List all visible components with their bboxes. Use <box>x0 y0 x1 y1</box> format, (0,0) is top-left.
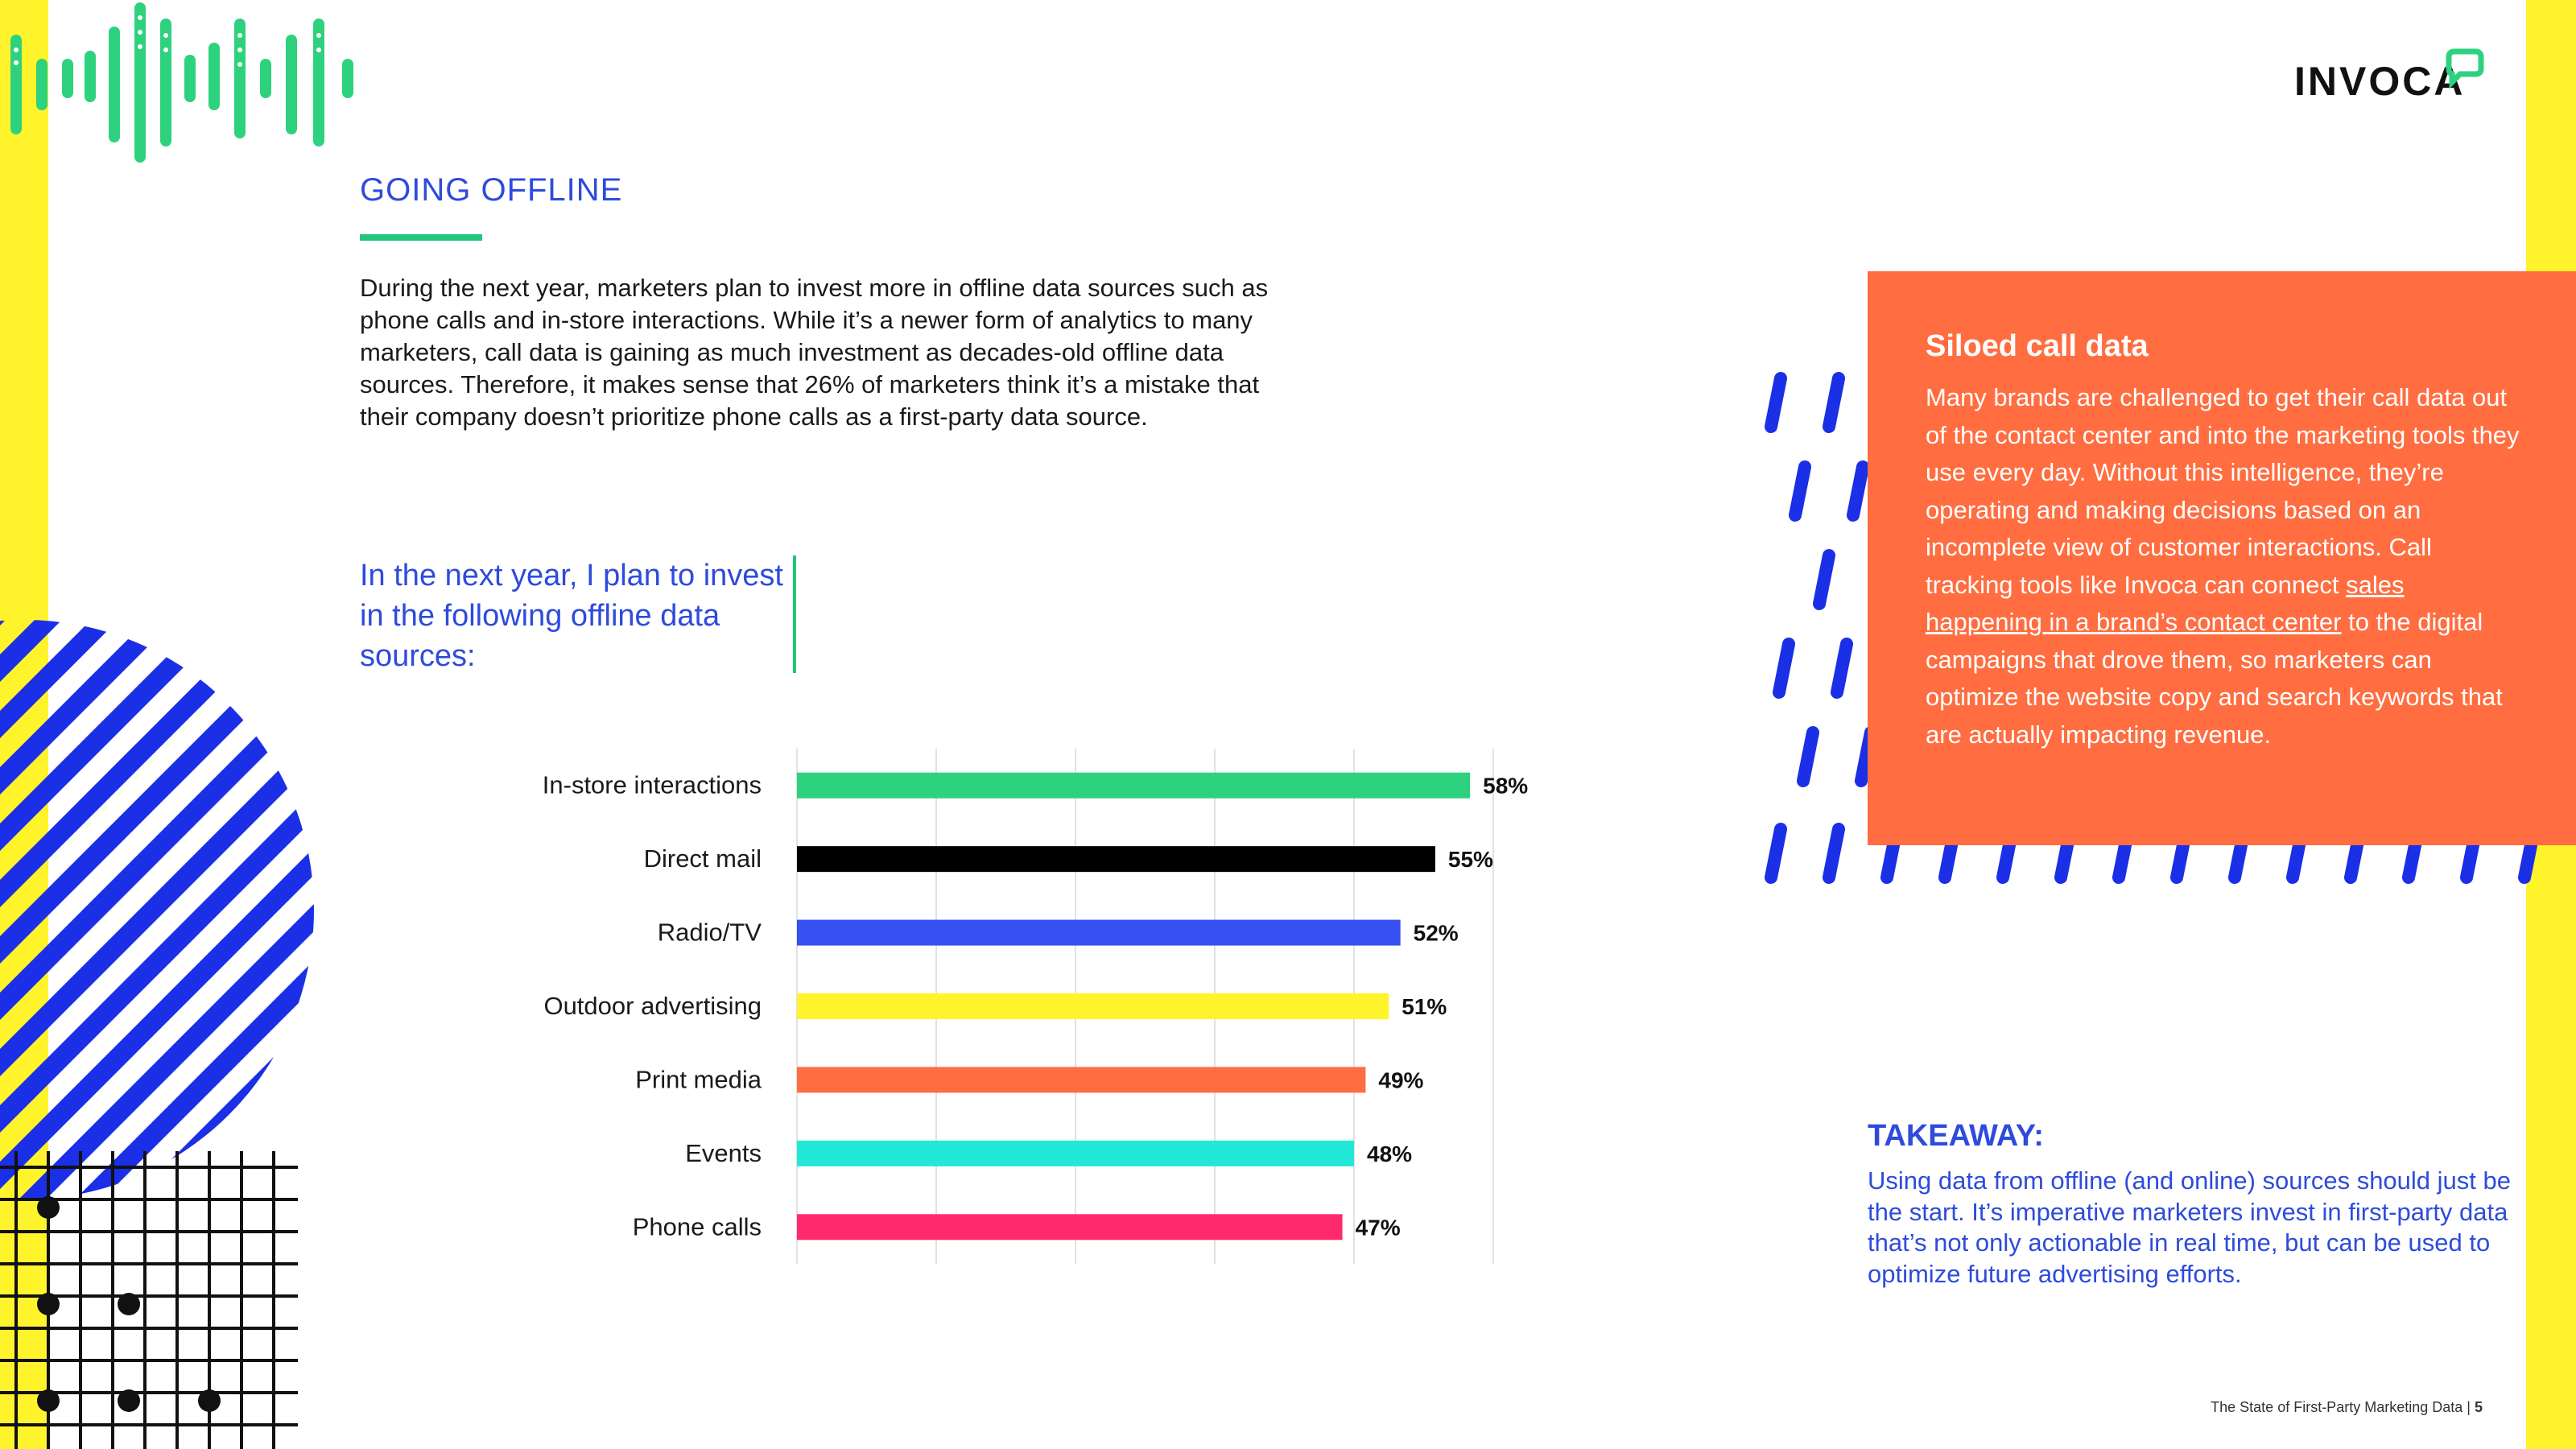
callout-title: Siloed call data <box>1926 329 2149 363</box>
title-underline <box>360 234 482 241</box>
category-label: Events <box>685 1138 762 1167</box>
value-label: 47% <box>1355 1215 1401 1241</box>
striped-circle-decoration <box>0 499 322 1449</box>
callout-body-end: to the digital campaigns that drove them, so marketers can optimize the website copy and search keywords that are actually impacting revenue. <box>1926 608 2503 749</box>
offline-sources-bar-chart <box>451 741 1529 1272</box>
value-label: 52% <box>1413 920 1459 946</box>
question-divider <box>793 555 796 673</box>
takeaway-title: TAKEAWAY: <box>1868 1119 2044 1153</box>
bar-in-store-interactions <box>797 773 1470 799</box>
footer-text: The State of First-Party Marketing Data <box>2211 1399 2463 1415</box>
callout-body-start: Many brands are challenged to get their call data out of the contact center and into the marketing tools they use every day. Without this intelligence, they’re operating and making decisions based on an incomplete view of customer interactions. Call tracking tools like Invoca can connect <box>1926 383 2520 599</box>
logo-text: INVOCA <box>2294 59 2466 104</box>
callout-body <box>1926 379 2521 753</box>
value-label: 49% <box>1378 1067 1424 1093</box>
siloed-call-data-callout <box>1868 271 2576 845</box>
speech-bubble-icon <box>2446 47 2486 87</box>
value-label: 58% <box>1483 773 1529 799</box>
value-label: 48% <box>1367 1141 1413 1166</box>
contact-center-link[interactable]: sales happening in a brand’s contact center <box>1926 570 2405 636</box>
intro-paragraph: During the next year, marketers plan to invest more in offline data sources such as phone calls and in-store interactions. While it’s a newer form of analytics to many marketers, call data is gaining as much investment as decades-old offline data sources. Therefore, it makes sense that 26% of marketers think it’s a mistake that their company doesn’t prioritize phone calls as a first-party data source. <box>360 274 1269 431</box>
category-label: Outdoor advertising <box>543 992 762 1020</box>
bar-outdoor-advertising <box>797 993 1389 1019</box>
takeaway-body: Using data from offline (and online) sources should just be the start. It’s imperative marketers invest in first-party data that’s not only actionable in real time, but can be used to optimize future advertising efforts. <box>1868 1166 2511 1288</box>
value-label: 51% <box>1402 994 1447 1019</box>
bar-phone-calls <box>797 1214 1343 1240</box>
bar-direct-mail <box>797 846 1435 872</box>
category-label: Print media <box>635 1065 762 1094</box>
page-number: 5 <box>2474 1399 2483 1415</box>
invoca-logo <box>2294 47 2487 103</box>
footer-separator: | <box>2467 1399 2471 1415</box>
waveform-decoration <box>0 0 370 169</box>
bar-radio-tv <box>797 920 1401 946</box>
category-label: Phone calls <box>632 1212 762 1241</box>
category-label: Radio/TV <box>657 918 762 947</box>
survey-question: In the next year, I plan to invest in the following offline data sources: <box>360 559 783 673</box>
bar-events <box>797 1141 1354 1166</box>
section-title: GOING OFFLINE <box>360 172 623 208</box>
category-label: In-store interactions <box>542 770 762 799</box>
page-footer <box>2093 1399 2483 1416</box>
bar-print-media <box>797 1067 1365 1092</box>
value-label: 55% <box>1447 847 1493 873</box>
category-label: Direct mail <box>643 844 762 873</box>
